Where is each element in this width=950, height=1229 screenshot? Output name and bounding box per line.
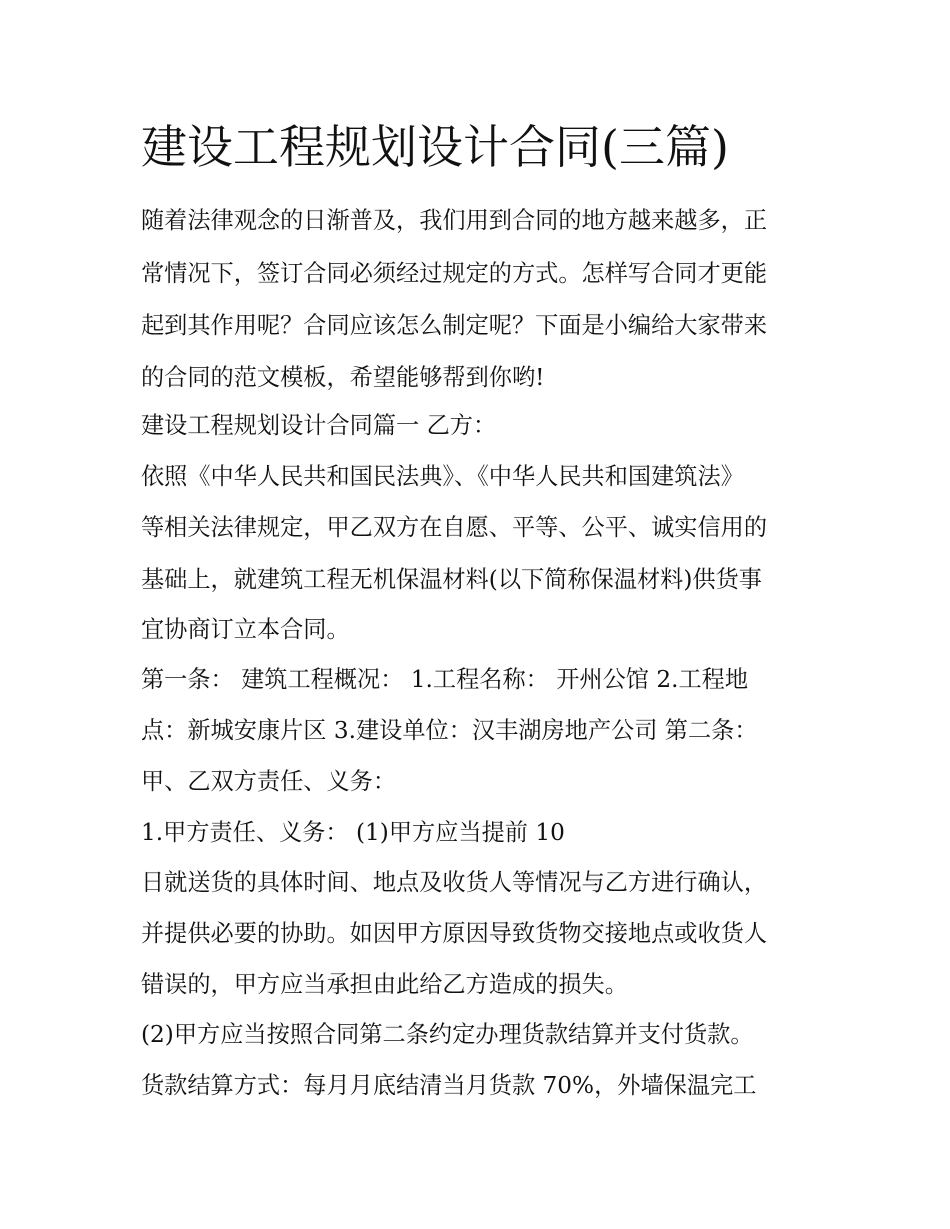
document-title: 建设工程规划设计合同(三篇) xyxy=(141,120,729,174)
body-line: 1.甲方责任、义务： (1)甲方应当提前 10 xyxy=(141,819,565,846)
body-line: 等相关法律规定，甲乙双方在自愿、平等、公平、诚实信用的 xyxy=(141,514,768,541)
body-line: 第一条： 建筑工程概况： 1.工程名称： 开州公馆 2.工程地 xyxy=(141,666,749,693)
body-line: 甲、乙双方责任、义务： xyxy=(141,768,397,795)
body-line: 起到其作用呢？合同应该怎么制定呢？下面是小编给大家带来 xyxy=(141,312,768,339)
body-line: (2)甲方应当按照合同第二条约定办理货款结算并支付货款。 xyxy=(141,1021,754,1048)
body-line: 基础上，就建筑工程无机保温材料(以下简称保温材料)供货事 xyxy=(141,566,762,593)
section-heading: 建设工程规划设计合同篇一 乙方： xyxy=(141,412,497,439)
body-line: 依照《中华人民共和国民法典》、《中华人民共和国建筑法》 xyxy=(141,463,744,490)
body-line: 宜协商订立本合同。 xyxy=(141,616,350,643)
body-line: 货款结算方式：每月月底结清当月货款 70%，外墙保温完工 xyxy=(141,1072,757,1099)
body-line: 随着法律观念的日渐普及，我们用到合同的地方越来越多，正 xyxy=(141,207,768,234)
body-line: 常情况下，签订合同必须经过规定的方式。怎样写合同才更能 xyxy=(141,260,768,287)
body-line: 的合同的范文模板，希望能够帮到你哟! xyxy=(141,364,545,391)
body-line: 点：新城安康片区 3.建设单位：汉丰湖房地产公司 第二条： xyxy=(141,717,758,744)
body-line: 错误的，甲方应当承担由此给乙方造成的损失。 xyxy=(141,971,628,998)
body-line: 并提供必要的协助。如因甲方原因导致货物交接地点或收货人 xyxy=(141,920,768,947)
body-line: 日就送货的具体时间、地点及收货人等情况与乙方进行确认， xyxy=(141,869,768,896)
